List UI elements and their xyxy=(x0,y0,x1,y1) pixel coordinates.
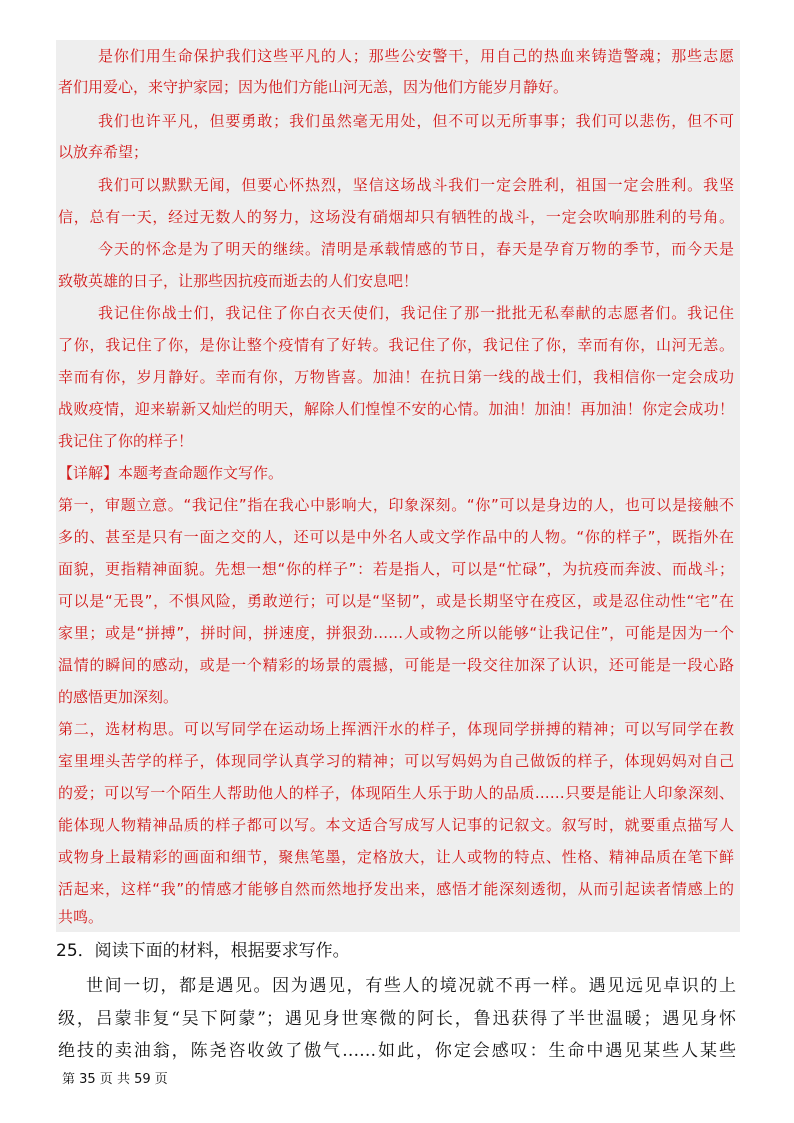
page-number: 第 35 页 共 59 页 xyxy=(62,1072,168,1087)
essay-line: 我们可以默默无闻，但要心怀热烈，坚信这场战斗我们一定会胜利，祖国一定会胜利。我坚 xyxy=(98,176,734,194)
essay-line: 我们也许平凡，但要勇敢；我们虽然毫无用处，但不可以无所事事；我们可以悲伤，但不可 xyxy=(98,112,734,130)
essay-line: 以放弃希望； xyxy=(58,143,149,161)
question-line: 绝技的卖油翁，陈尧咨收敛了傲气……如此，你定会感叹：生命中遇见某些人某些 xyxy=(58,1041,736,1061)
explain-heading: 【详解】本题考查命题作文写作。 xyxy=(58,464,284,482)
explain-line: 室里埋头苦学的样子，体现同学认真学习的精神；可以写妈妈为自己做饭的样子，体现妈妈对自己 xyxy=(58,752,734,770)
essay-line: 致敬英雄的日子，让那些因抗疫而逝去的人们安息吧！ xyxy=(58,272,419,290)
explain-line: 的爱；可以写一个陌生人帮助他人的样子，体现陌生人乐于助人的品质……只要是能让人印象深刻、 xyxy=(58,784,734,802)
question-line: 世间一切，都是遇见。因为遇见，有些人的境况就不再一样。遇见远见卓识的上 xyxy=(86,976,736,996)
explain-line: 可以是“无畏”，不惧风险，勇敢逆行；可以是“坚韧”，或是长期坚守在疫区，或是忍住动性“宅”在 xyxy=(58,592,734,610)
essay-line: 了你，我记住了你，是你让整个疫情有了好转。我记住了你，我记住了你，幸而有你，山河无恙。 xyxy=(58,336,734,354)
essay-line: 我记住你战士们，我记住了你白衣天使们，我记住了那一批批无私奉献的志愿者们。我记住 xyxy=(98,304,734,322)
essay-line: 我记住了你的样子！ xyxy=(58,432,194,450)
explain-line: 面貌，更指精神面貌。先想一想“你的样子”：若是指人，可以是“忙碌”，为抗疫而奔波、而战斗； xyxy=(58,560,734,578)
explain-line: 共鸣。 xyxy=(58,908,104,926)
explain-line: 多的、甚至是只有一面之交的人，还可以是中外名人或文学作品中的人物。“你的样子”，既指外在 xyxy=(58,528,734,546)
explain-line: 活起来，这样“我”的情感才能够自然而然地抒发出来，感悟才能深刻透彻，从而引起读者情感上的 xyxy=(58,880,734,898)
essay-line: 信，总有一天，经过无数人的努力，这场没有硝烟却只有牺牲的战斗，一定会吹响那胜利的号角。 xyxy=(58,208,734,226)
explain-line: 或物身上最精彩的画面和细节，聚焦笔墨，定格放大，让人或物的特点、性格、精神品质在笔下鲜 xyxy=(58,848,734,866)
essay-line: 战败疫情，迎来崭新又灿烂的明天，解除人们惶惶不安的心情。加油！加油！再加油！你定会成功！ xyxy=(58,400,734,418)
question-line: 级，吕蒙非复“吴下阿蒙”；遇见身世寒微的阿长，鲁迅获得了半世温暖；遇见身怀 xyxy=(58,1009,736,1029)
question-title: 25．阅读下面的材料，根据要求写作。 xyxy=(56,941,350,961)
essay-line: 者们用爱心，来守护家园；因为他们方能山河无恙，因为他们方能岁月静好。 xyxy=(58,78,569,96)
essay-line: 是你们用生命保护我们这些平凡的人；那些公安警干，用自己的热血来铸造警魂；那些志愿 xyxy=(98,47,734,65)
essay-line: 幸而有你，岁月静好。幸而有你，万物皆喜。加油！在抗日第一线的战士们，我相信你一定会成功 xyxy=(58,368,734,386)
explain-line: 温情的瞬间的感动，或是一个精彩的场景的震撼，可能是一段交往加深了认识，还可能是一段心路 xyxy=(58,656,734,674)
explain-line: 能体现人物精神品质的样子都可以写。本文适合写成写人记事的记叙文。叙写时，就要重点描写人 xyxy=(58,816,734,834)
explain-line: 第二，选材构思。可以写同学在运动场上挥洒汗水的样子，体现同学拼搏的精神；可以写同学在教 xyxy=(58,720,734,738)
explain-line: 的感悟更加深刻。 xyxy=(58,688,179,706)
explain-line: 家里；或是“拼搏”，拼时间，拼速度，拼狠劲……人或物之所以能够“让我记住”，可能是因为一个 xyxy=(58,624,734,642)
essay-line: 今天的怀念是为了明天的继续。清明是承载情感的节日，春天是孕育万物的季节，而今天是 xyxy=(98,240,734,258)
explain-line: 第一，审题立意。“我记住”指在我心中影响大，印象深刻。“你”可以是身边的人，也可以是接触不 xyxy=(58,496,734,514)
